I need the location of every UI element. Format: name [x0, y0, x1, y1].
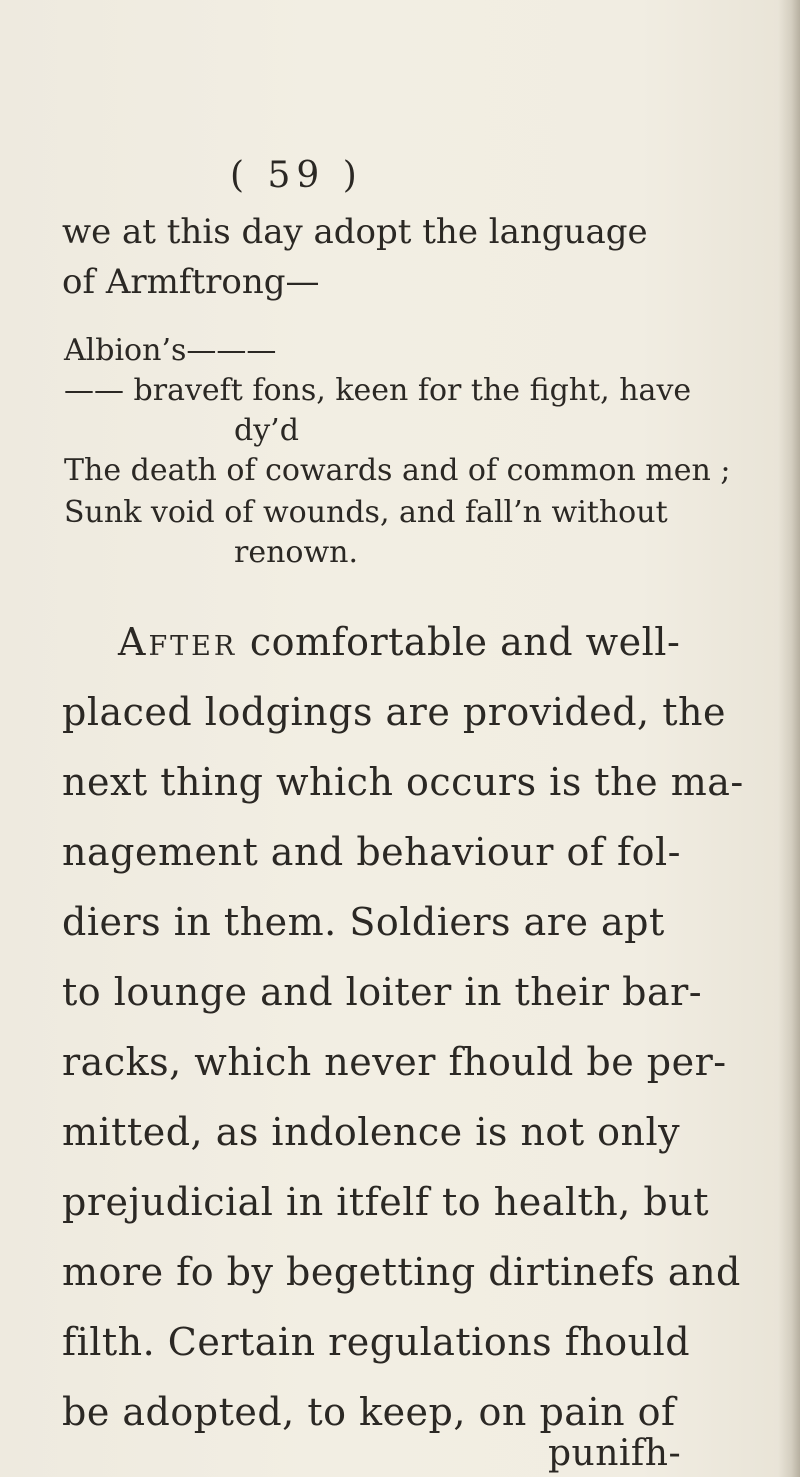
paragraph-first-word: After	[118, 620, 238, 664]
paragraph-line-10: more fo by begetting dirtinefs and	[62, 1250, 741, 1294]
verse-line-1: Albion’s———	[64, 333, 277, 368]
verse-line-3: dy’d	[234, 413, 299, 448]
paragraph-line-12: be adopted, to keep, on pain of	[62, 1390, 676, 1434]
verse-line-6: renown.	[234, 535, 359, 570]
paragraph-line-1-rest: comfortable and well-	[237, 620, 681, 664]
paragraph-line-8: mitted, as indolence is not only	[62, 1110, 681, 1154]
paragraph-line-7: racks, which never fhould be per-	[62, 1040, 727, 1084]
paragraph-line-6: to lounge and loiter in their bar-	[62, 970, 703, 1014]
verse-line-5: Sunk void of wounds, and fall’n without	[64, 495, 668, 530]
paragraph-line-3: next thing which occurs is the ma-	[62, 760, 744, 804]
intro-line-1: we at this day adopt the language	[62, 212, 648, 252]
page-edge-shadow	[778, 0, 800, 1477]
paragraph-line-11: filth. Certain regulations fhould	[62, 1320, 691, 1364]
paragraph-line-1	[118, 620, 680, 664]
verse-line-4: The death of cowards and of common men ;	[64, 453, 731, 488]
page-number: ( 59 )	[230, 155, 363, 196]
paragraph-line-4: nagement and behaviour of fol-	[62, 830, 681, 874]
intro-line-2: of Armftrong—	[62, 262, 320, 302]
paragraph-line-9: prejudicial in itfelf to health, but	[62, 1180, 709, 1224]
paragraph-line-2: placed lodgings are provided, the	[62, 690, 726, 734]
catchword: punifh-	[548, 1433, 682, 1474]
verse-line-2: —— braveft fons, keen for the fight, have	[64, 373, 692, 408]
paragraph-line-5: diers in them. Soldiers are apt	[62, 900, 665, 944]
